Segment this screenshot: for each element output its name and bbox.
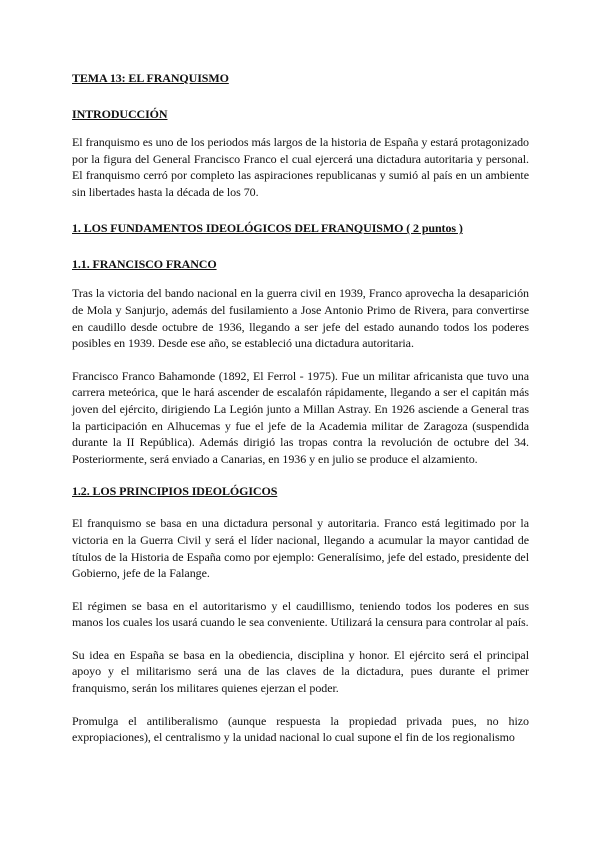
intro-paragraph: El franquismo es uno de los periodos más largos de la historia de España y estará protagonizado por la figura del General Francisco Franco el cual ejercerá una dictadura autoritaria y personal. El franquismo cerró por completo las aspiraciones republicanas y sumió al país en un ambiente sin libertades hasta la década de los 70. [72, 135, 529, 199]
section-1-2-paragraph-3: Su idea en España se basa en la obediencia, disciplina y honor. El ejército será el principal apoyo y el militarismo será una de las claves de la dictadura, pues durante el primer franquismo, serán los militares quienes ejerzan el poder. [72, 647, 529, 696]
section-1-2-paragraph-4: Promulga el antiliberalismo (aunque respuesta la propiedad privada pues, no hizo expropiaciones), el centralismo y la unidad nacional lo cual supone el fin de los regionalismo [72, 713, 529, 745]
section-1-2-paragraph-1: El franquismo se basa en una dictadura personal y autoritaria. Franco está legitimado por la victoria en la Guerra Civil y será el líder nacional, llegando a acumular la mayor cantidad de títulos de la Historia de España como por ejemplo: Generalísimo, jefe del estado, presidente del Gobierno, jefe de la Falange. [72, 516, 529, 581]
document-page [72, 70, 529, 746]
section-1-2-heading: 1.2. LOS PRINCIPIOS IDEOLÓGICOS [72, 484, 278, 499]
document-title: TEMA 13: EL FRANQUISMO [72, 71, 229, 85]
section-1-heading: 1. LOS FUNDAMENTOS IDEOLÓGICOS DEL FRANQUISMO ( 2 puntos ) [72, 221, 463, 236]
section-1-1-paragraph-1: Tras la victoria del bando nacional en la guerra civil en 1939, Franco aprovecha la desaparición de Mola y Sanjurjo, además del fusilamiento a Jose Antonio Primo de Rivera, para convertirse en caudillo desde octubre de 1936, llegando a ser jefe del estado aunando todos los poderes posibles en 1939. Desde ese año, se estableció una dictadura autoritaria. [72, 286, 529, 351]
section-1-1-heading: 1.1. FRANCISCO FRANCO [72, 257, 217, 272]
section-1-2-paragraph-2: El régimen se basa en el autoritarismo y el caudillismo, teniendo todos los poderes en sus manos los cuales los usará cuando le sea conveniente. Utilizará la censura para controlar al país. [72, 598, 529, 630]
section-1-1-paragraph-2: Francisco Franco Bahamonde (1892, El Ferrol - 1975). Fue un militar africanista que tuvo una carrera meteórica, que le hará ascender de escalafón rápidamente, llegando a ser el capitán más joven del ejército, dirigiendo La Legión junto a Millan Astray. En 1926 asciende a General tras la participación en Alhucemas y fue el jefe de la Academia militar de Zaragoza (suspendida durante la II República). Además dirigió las tropas contra la revolución de octubre del 34. Posteriormente, será enviado a Canarias, en 1936 y en julio se produce el alzamiento. [72, 368, 529, 466]
intro-heading: INTRODUCCIÓN [72, 107, 168, 121]
